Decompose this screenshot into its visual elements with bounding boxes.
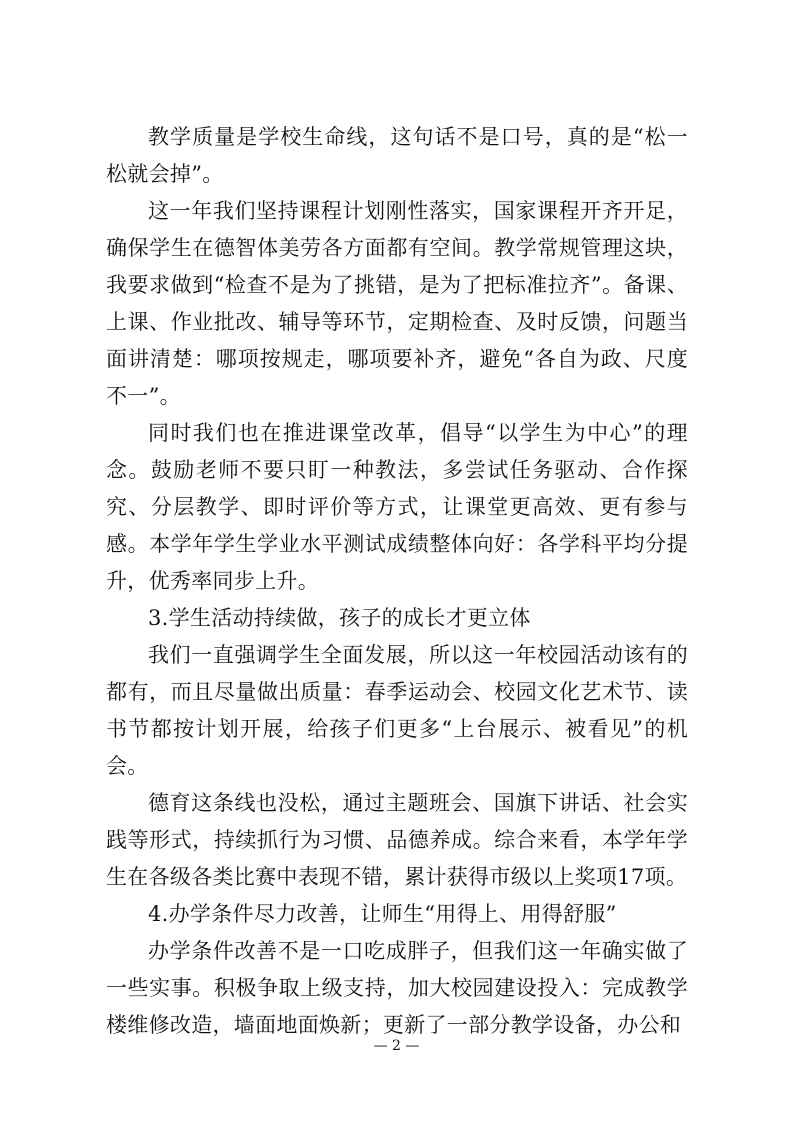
page-number: — 2 —	[373, 1038, 420, 1054]
paragraph-moral-education: 德育这条线也没松，通过主题班会、国旗下讲话、社会实践等形式，持续抓行为习惯、品德养成。综合来看，本学年学生在各级各类比赛中表现不错，累计获得市级以上奖项17项。	[106, 791, 688, 889]
section-heading-student-activities: 3.学生活动持续做，孩子的成长才更立体	[148, 606, 531, 630]
paragraph-curriculum: 这一年我们坚持课程计划刚性落实，国家课程开齐开足，确保学生在德智体美劳各方面都有空间。教学常规管理这块，我要求做到“检查不是为了挑错，是为了把标准拉齐”。备课、上课、作业批改、辅导等环节，定期检查、及时反馈，问题当面讲清楚：哪项按规走，哪项要补齐，避免“各自为政、尺度不一”。	[106, 199, 688, 408]
paragraph-campus-activities: 我们一直强调学生全面发展，所以这一年校园活动该有的都有，而且尽量做出质量：春季运动会、校园文化艺术节、读书节都按计划开展，给孩子们更多“上台展示、被看见”的机会。	[106, 643, 688, 778]
paragraph-classroom-reform: 同时我们也在推进课堂改革，倡导“以学生为中心”的理念。鼓励老师不要只盯一种教法，多尝试任务驱动、合作探究、分层教学、即时评价等方式，让课堂更高效、更有参与感。本学年学生学业水平测试成绩整体向好：各学科平均分提升，优秀率同步上升。	[106, 421, 688, 593]
paragraph-conditions-improvement: 办学条件改善不是一口吃成胖子，但我们这一年确实做了一些实事。积极争取上级支持，加大校园建设投入：完成教学楼维修改造，墙面地面焕新；更新了一部分教学设备，办公和	[106, 939, 688, 1037]
paragraph-teaching-quality: 教学质量是学校生命线，这句话不是口号，真的是“松一松就会掉”。	[106, 125, 688, 186]
body-text	[106, 119, 688, 1044]
section-heading-school-conditions: 4.办学条件尽力改善，让师生“用得上、用得舒服”	[148, 902, 617, 926]
